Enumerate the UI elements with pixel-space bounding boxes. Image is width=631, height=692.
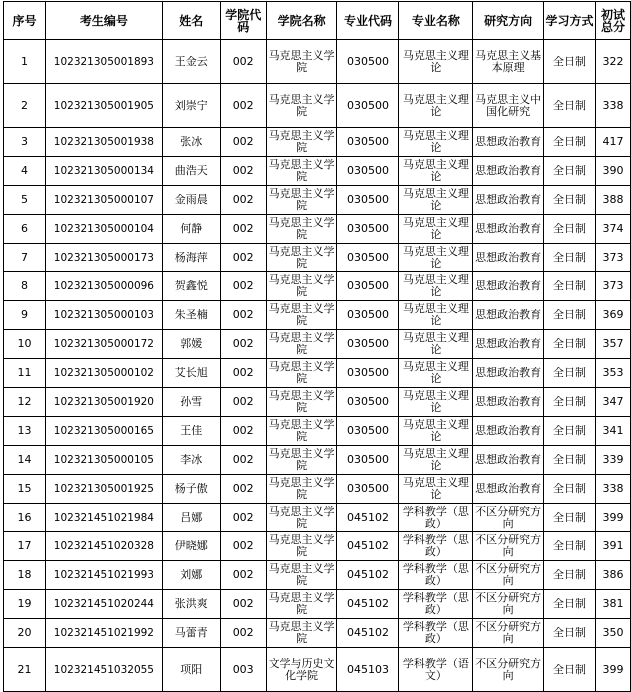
cell-research-direction: 思想政治教育: [473, 214, 544, 243]
cell-major-name: 马克思主义理论: [399, 359, 473, 388]
cell-name: 杨海萍: [162, 243, 220, 272]
cell-major-name: 学科教学（思政）: [399, 590, 473, 619]
cell-index: 18: [4, 561, 46, 590]
cell-index: 8: [4, 272, 46, 301]
header-college-code: 学院代码: [220, 2, 266, 40]
header-study-mode: 学习方式: [544, 2, 596, 40]
cell-college-code: 003: [220, 648, 266, 692]
cell-major-code: 045102: [337, 590, 399, 619]
cell-study-mode: 全日制: [544, 619, 596, 648]
cell-name: 刘娜: [162, 561, 220, 590]
cell-index: 20: [4, 619, 46, 648]
cell-research-direction: 马克思主义中国化研究: [473, 84, 544, 128]
cell-name: 朱圣楠: [162, 301, 220, 330]
cell-college-name: 马克思主义学院: [266, 128, 337, 157]
cell-major-name: 学科教学（思政）: [399, 561, 473, 590]
cell-study-mode: 全日制: [544, 214, 596, 243]
cell-major-name: 马克思主义理论: [399, 301, 473, 330]
cell-major-code: 030500: [337, 243, 399, 272]
cell-major-name: 马克思主义理论: [399, 388, 473, 417]
header-research-direction: 研究方向: [473, 2, 544, 40]
cell-research-direction: 思想政治教育: [473, 416, 544, 445]
cell-name: 王金云: [162, 40, 220, 84]
cell-college-code: 002: [220, 388, 266, 417]
cell-college-name: 马克思主义学院: [266, 359, 337, 388]
cell-research-direction: 思想政治教育: [473, 128, 544, 157]
table-row: [4, 84, 631, 128]
cell-major-name: 马克思主义理论: [399, 156, 473, 185]
cell-name: 曲浩天: [162, 156, 220, 185]
cell-major-code: 030500: [337, 156, 399, 185]
cell-college-code: 002: [220, 272, 266, 301]
table-row: [4, 40, 631, 84]
cell-candidate-id: 102321305001938: [45, 128, 162, 157]
cell-name: 何静: [162, 214, 220, 243]
cell-candidate-id: 102321451021992: [45, 619, 162, 648]
cell-study-mode: 全日制: [544, 474, 596, 503]
cell-major-code: 045102: [337, 619, 399, 648]
cell-major-name: 学科教学（语文）: [399, 648, 473, 692]
cell-college-name: 马克思主义学院: [266, 474, 337, 503]
cell-initial-score: 399: [595, 648, 630, 692]
cell-index: 1: [4, 40, 46, 84]
cell-index: 3: [4, 128, 46, 157]
cell-research-direction: 思想政治教育: [473, 330, 544, 359]
cell-study-mode: 全日制: [544, 388, 596, 417]
cell-initial-score: 391: [595, 532, 630, 561]
cell-college-name: 马克思主义学院: [266, 445, 337, 474]
cell-college-name: 马克思主义学院: [266, 185, 337, 214]
cell-college-code: 002: [220, 330, 266, 359]
cell-research-direction: 思想政治教育: [473, 301, 544, 330]
cell-major-code: 030500: [337, 128, 399, 157]
header-candidate-id: 考生编号: [45, 2, 162, 40]
cell-candidate-id: 102321305000134: [45, 156, 162, 185]
cell-candidate-id: 102321305001893: [45, 40, 162, 84]
cell-college-name: 马克思主义学院: [266, 84, 337, 128]
cell-name: 杨子傲: [162, 474, 220, 503]
cell-college-code: 002: [220, 619, 266, 648]
cell-name: 伊晓娜: [162, 532, 220, 561]
cell-candidate-id: 102321305001925: [45, 474, 162, 503]
cell-college-name: 马克思主义学院: [266, 272, 337, 301]
cell-name: 艾长旭: [162, 359, 220, 388]
header-major-code: 专业代码: [337, 2, 399, 40]
cell-index: 13: [4, 416, 46, 445]
cell-college-name: 马克思主义学院: [266, 40, 337, 84]
cell-major-code: 030500: [337, 388, 399, 417]
header-index: 序号: [4, 2, 46, 40]
cell-college-code: 002: [220, 156, 266, 185]
cell-candidate-id: 102321305001905: [45, 84, 162, 128]
cell-name: 张冰: [162, 128, 220, 157]
cell-major-name: 马克思主义理论: [399, 445, 473, 474]
cell-study-mode: 全日制: [544, 330, 596, 359]
cell-initial-score: 322: [595, 40, 630, 84]
cell-major-name: 马克思主义理论: [399, 243, 473, 272]
cell-research-direction: 思想政治教育: [473, 445, 544, 474]
table-row: [4, 416, 631, 445]
header-name: 姓名: [162, 2, 220, 40]
cell-index: 2: [4, 84, 46, 128]
cell-name: 孙雪: [162, 388, 220, 417]
cell-name: 吕娜: [162, 503, 220, 532]
cell-college-name: 文学与历史文化学院: [266, 648, 337, 692]
table-row: [4, 474, 631, 503]
cell-index: 12: [4, 388, 46, 417]
cell-name: 金雨晨: [162, 185, 220, 214]
cell-college-code: 002: [220, 445, 266, 474]
cell-study-mode: 全日制: [544, 40, 596, 84]
cell-initial-score: 338: [595, 84, 630, 128]
cell-major-code: 030500: [337, 330, 399, 359]
cell-index: 5: [4, 185, 46, 214]
cell-major-name: 学科教学（思政）: [399, 503, 473, 532]
cell-college-code: 002: [220, 243, 266, 272]
cell-study-mode: 全日制: [544, 128, 596, 157]
cell-major-code: 030500: [337, 445, 399, 474]
table-row: [4, 619, 631, 648]
cell-study-mode: 全日制: [544, 416, 596, 445]
cell-index: 17: [4, 532, 46, 561]
cell-college-code: 002: [220, 474, 266, 503]
cell-major-code: 045102: [337, 503, 399, 532]
cell-college-code: 002: [220, 416, 266, 445]
cell-major-code: 045102: [337, 561, 399, 590]
table-row: [4, 503, 631, 532]
table-row: [4, 128, 631, 157]
cell-candidate-id: 102321305001920: [45, 388, 162, 417]
cell-research-direction: 不区分研究方向: [473, 648, 544, 692]
cell-candidate-id: 102321305000173: [45, 243, 162, 272]
header-row: [4, 2, 631, 40]
cell-major-name: 马克思主义理论: [399, 84, 473, 128]
cell-study-mode: 全日制: [544, 648, 596, 692]
cell-study-mode: 全日制: [544, 272, 596, 301]
cell-major-code: 030500: [337, 359, 399, 388]
cell-candidate-id: 102321451032055: [45, 648, 162, 692]
cell-index: 21: [4, 648, 46, 692]
cell-study-mode: 全日制: [544, 561, 596, 590]
header-college-name: 学院名称: [266, 2, 337, 40]
cell-college-name: 马克思主义学院: [266, 243, 337, 272]
cell-initial-score: 386: [595, 561, 630, 590]
cell-major-name: 马克思主义理论: [399, 40, 473, 84]
cell-research-direction: 思想政治教育: [473, 474, 544, 503]
cell-major-name: 马克思主义理论: [399, 416, 473, 445]
cell-initial-score: 388: [595, 185, 630, 214]
cell-major-name: 学科教学（思政）: [399, 619, 473, 648]
cell-college-code: 002: [220, 359, 266, 388]
cell-research-direction: 不区分研究方向: [473, 503, 544, 532]
table-row: [4, 648, 631, 692]
cell-initial-score: 353: [595, 359, 630, 388]
cell-initial-score: 347: [595, 388, 630, 417]
cell-study-mode: 全日制: [544, 359, 596, 388]
cell-initial-score: 338: [595, 474, 630, 503]
cell-study-mode: 全日制: [544, 532, 596, 561]
cell-college-name: 马克思主义学院: [266, 416, 337, 445]
cell-college-code: 002: [220, 503, 266, 532]
cell-college-code: 002: [220, 532, 266, 561]
cell-college-name: 马克思主义学院: [266, 330, 337, 359]
cell-initial-score: 399: [595, 503, 630, 532]
cell-study-mode: 全日制: [544, 243, 596, 272]
cell-candidate-id: 102321305000102: [45, 359, 162, 388]
cell-initial-score: 373: [595, 243, 630, 272]
cell-index: 7: [4, 243, 46, 272]
cell-college-code: 002: [220, 590, 266, 619]
admission-table: [3, 1, 631, 692]
table-row: [4, 445, 631, 474]
table-row: [4, 532, 631, 561]
table-row: [4, 185, 631, 214]
cell-study-mode: 全日制: [544, 185, 596, 214]
cell-name: 贺鑫悦: [162, 272, 220, 301]
cell-research-direction: 不区分研究方向: [473, 561, 544, 590]
cell-college-name: 马克思主义学院: [266, 301, 337, 330]
cell-study-mode: 全日制: [544, 301, 596, 330]
cell-candidate-id: 102321305000105: [45, 445, 162, 474]
cell-name: 王佳: [162, 416, 220, 445]
cell-research-direction: 思想政治教育: [473, 359, 544, 388]
cell-research-direction: 思想政治教育: [473, 185, 544, 214]
cell-study-mode: 全日制: [544, 590, 596, 619]
cell-initial-score: 341: [595, 416, 630, 445]
cell-college-code: 002: [220, 40, 266, 84]
cell-major-code: 045103: [337, 648, 399, 692]
table-row: [4, 330, 631, 359]
cell-candidate-id: 102321451021984: [45, 503, 162, 532]
cell-initial-score: 350: [595, 619, 630, 648]
cell-initial-score: 369: [595, 301, 630, 330]
cell-name: 刘崇宁: [162, 84, 220, 128]
cell-candidate-id: 102321305000104: [45, 214, 162, 243]
cell-name: 马蕾青: [162, 619, 220, 648]
cell-initial-score: 339: [595, 445, 630, 474]
table-row: [4, 590, 631, 619]
cell-candidate-id: 102321305000107: [45, 185, 162, 214]
cell-college-name: 马克思主义学院: [266, 388, 337, 417]
cell-major-name: 马克思主义理论: [399, 272, 473, 301]
cell-index: 14: [4, 445, 46, 474]
cell-research-direction: 思想政治教育: [473, 272, 544, 301]
cell-college-name: 马克思主义学院: [266, 619, 337, 648]
cell-major-code: 030500: [337, 185, 399, 214]
cell-initial-score: 373: [595, 272, 630, 301]
cell-name: 张洪爽: [162, 590, 220, 619]
header-major-name: 专业名称: [399, 2, 473, 40]
cell-index: 19: [4, 590, 46, 619]
cell-candidate-id: 102321305000103: [45, 301, 162, 330]
cell-candidate-id: 102321305000096: [45, 272, 162, 301]
cell-college-code: 002: [220, 84, 266, 128]
cell-major-code: 045102: [337, 532, 399, 561]
cell-candidate-id: 102321305000172: [45, 330, 162, 359]
cell-major-name: 马克思主义理论: [399, 330, 473, 359]
cell-major-code: 030500: [337, 474, 399, 503]
cell-initial-score: 381: [595, 590, 630, 619]
cell-research-direction: 思想政治教育: [473, 388, 544, 417]
cell-initial-score: 390: [595, 156, 630, 185]
cell-index: 4: [4, 156, 46, 185]
cell-major-name: 马克思主义理论: [399, 214, 473, 243]
cell-initial-score: 417: [595, 128, 630, 157]
cell-research-direction: 不区分研究方向: [473, 590, 544, 619]
cell-research-direction: 思想政治教育: [473, 156, 544, 185]
cell-index: 16: [4, 503, 46, 532]
table-row: [4, 272, 631, 301]
cell-name: 郭媛: [162, 330, 220, 359]
cell-college-name: 马克思主义学院: [266, 503, 337, 532]
cell-index: 6: [4, 214, 46, 243]
cell-study-mode: 全日制: [544, 156, 596, 185]
cell-college-code: 002: [220, 561, 266, 590]
cell-college-code: 002: [220, 128, 266, 157]
table-row: [4, 388, 631, 417]
cell-initial-score: 357: [595, 330, 630, 359]
cell-index: 9: [4, 301, 46, 330]
cell-major-code: 030500: [337, 301, 399, 330]
table-row: [4, 156, 631, 185]
cell-study-mode: 全日制: [544, 445, 596, 474]
table-row: [4, 359, 631, 388]
header-initial-score: 初试总分: [595, 2, 630, 40]
cell-research-direction: 不区分研究方向: [473, 619, 544, 648]
cell-major-name: 学科教学（思政）: [399, 532, 473, 561]
cell-college-name: 马克思主义学院: [266, 156, 337, 185]
cell-index: 15: [4, 474, 46, 503]
cell-name: 李冰: [162, 445, 220, 474]
cell-college-name: 马克思主义学院: [266, 532, 337, 561]
cell-research-direction: 思想政治教育: [473, 243, 544, 272]
cell-major-code: 030500: [337, 214, 399, 243]
cell-college-name: 马克思主义学院: [266, 561, 337, 590]
cell-college-code: 002: [220, 301, 266, 330]
cell-index: 10: [4, 330, 46, 359]
cell-major-name: 马克思主义理论: [399, 128, 473, 157]
cell-college-name: 马克思主义学院: [266, 214, 337, 243]
cell-initial-score: 374: [595, 214, 630, 243]
cell-candidate-id: 102321451020244: [45, 590, 162, 619]
cell-major-code: 030500: [337, 84, 399, 128]
table-row: [4, 301, 631, 330]
cell-candidate-id: 102321305000165: [45, 416, 162, 445]
cell-major-code: 030500: [337, 272, 399, 301]
cell-college-name: 马克思主义学院: [266, 590, 337, 619]
cell-research-direction: 马克思主义基本原理: [473, 40, 544, 84]
cell-major-name: 马克思主义理论: [399, 474, 473, 503]
cell-candidate-id: 102321451021993: [45, 561, 162, 590]
cell-major-name: 马克思主义理论: [399, 185, 473, 214]
cell-major-code: 030500: [337, 416, 399, 445]
cell-study-mode: 全日制: [544, 84, 596, 128]
cell-major-code: 030500: [337, 40, 399, 84]
cell-research-direction: 不区分研究方向: [473, 532, 544, 561]
cell-candidate-id: 102321451020328: [45, 532, 162, 561]
table-row: [4, 243, 631, 272]
cell-index: 11: [4, 359, 46, 388]
cell-college-code: 002: [220, 214, 266, 243]
cell-study-mode: 全日制: [544, 503, 596, 532]
table-row: [4, 561, 631, 590]
cell-college-code: 002: [220, 185, 266, 214]
table-row: [4, 214, 631, 243]
cell-name: 项阳: [162, 648, 220, 692]
